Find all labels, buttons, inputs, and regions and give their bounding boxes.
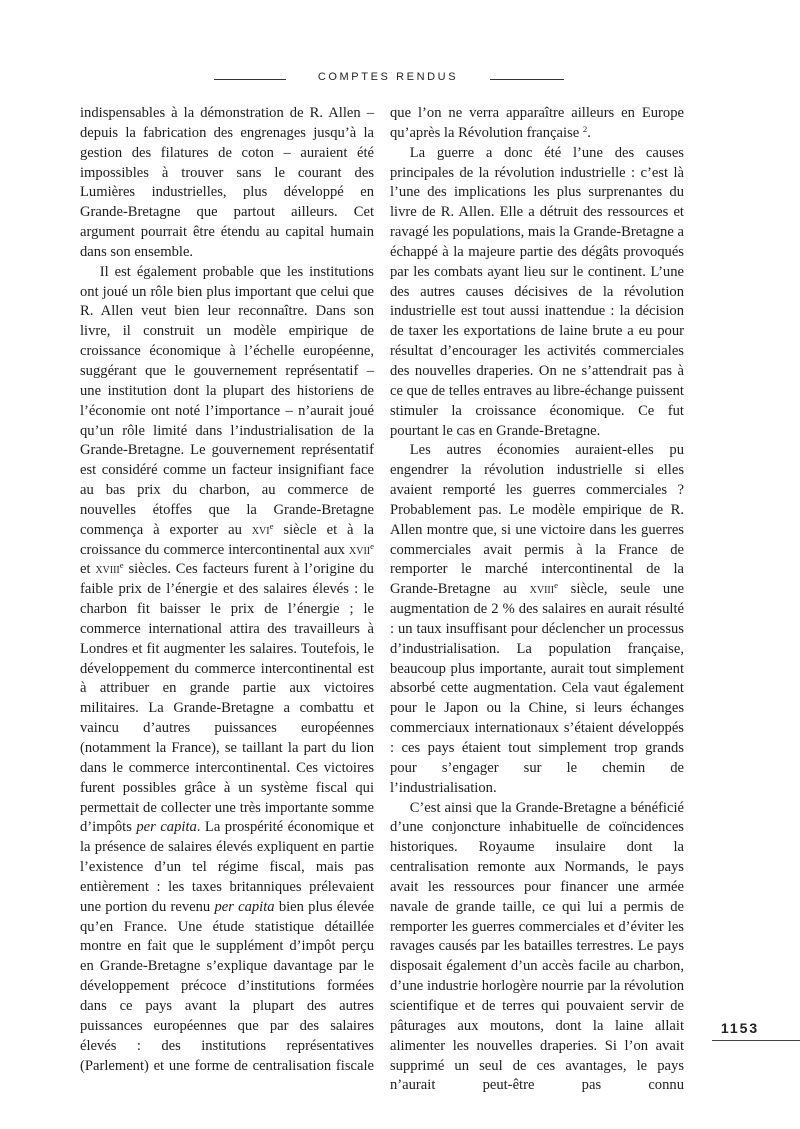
running-title: COMPTES RENDUS xyxy=(317,71,459,83)
text-run: Les autres économies auraient-elles pu engendrer la révolution industrielle si elles avaient remporté les guerres commerciales ? Probablement pas. Le modèle empirique de R. Allen montre que, si une victoire dans les guerres commerciales avait permis à la France de remporter le marché intercontinental de la Grande-Bretagne au xyxy=(390,442,684,598)
running-header xyxy=(0,70,800,90)
text-run: . xyxy=(587,124,591,141)
century-xvii: xvii xyxy=(349,541,371,558)
right-paragraph-4: C’est ainsi que la Grande-Bretagne a bénéficié d’une conjoncture inhabituelle de coïncidences historiques. Royaume insulaire dont la centralisation remonte aux Normands, le pays avait les ressources pour financer une armée navale de grande taille, ce qui lui a permis de remporter les guerres commerciales et d’éviter les ravages causés par les batailles terrestres. Le pays disposait également d’un accès facile au charbon, d’une industrie horlogère nourrie par la révolution scientifique et de terres qui pouvaient servir de pâturages aux moutons, dont la laine allait alimenter les nouvelles draperies. Si l’on avait supprimé un seul de ces avantages, le pays n’aurait peut-être pas connu xyxy=(390,799,684,1094)
header-rule-right xyxy=(490,79,564,80)
left-column xyxy=(80,104,374,1076)
superscript: e xyxy=(269,520,274,531)
left-paragraph-1: indispensables à la démonstration de R. Allen – depuis la fabrication des engrenages jusqu’à la gestion des filatures de coton – auraient été impossibles à trouver sans le courant des Lumières industrielles, plus développé en Grande-Bretagne que partout ailleurs. Cet argument pourrait être étendu au capital humain dans son ensemble. xyxy=(80,105,374,260)
century-xviii: xviii xyxy=(95,561,120,578)
text-run: et xyxy=(80,561,96,578)
text-run: siècle, seule une augmentation de 2 % des salaires en aurait résulté : un taux insuffisant pour déclencher un processus d’industrialisation. La population française, beaucoup plus importante, aurait tout simplement absorbé cette augmentation. Cela vaut également pour le Japon ou la Chine, si leurs échanges commerciaux internationaux s’étaient développés : ces pays étaient tout simplement trop grands pour s’engager sur le chemin de l’industrialisation. xyxy=(390,581,684,796)
italic-per-capita: per capita xyxy=(136,819,197,836)
text-run: bien plus élevée qu’en France. Une étude statistique détaillée montre en fait que le supplément d’impôt perçu en Grande-Bretagne s’explique davantage par le développement précoce d’institutions formées dans ce pays avant la plupart des autres puissances européennes que par des salaires élevés : des institutions représentatives (Parlement) et une forme de centralisation fiscale xyxy=(80,898,374,1074)
superscript: e xyxy=(119,560,124,571)
century-xviii: xviii xyxy=(529,581,555,598)
footnote-ref[interactable]: 2 xyxy=(582,124,588,135)
superscript: e xyxy=(554,580,558,591)
left-paragraph-2 xyxy=(80,263,374,1077)
page-number-rule xyxy=(712,1040,800,1041)
right-paragraph-2: La guerre a donc été l’une des causes principales de la révolution industrielle : c’est là l’une des implications les plus surprenantes du livre de R. Allen. Elle a détruit des ressources et ravagé les populations, mais la Grande-Bretagne a échappé à la majeure partie des dégâts provoqués par les combats ayant lieu sur le continent. L’une des autres causes décisives de la révolution industrielle est tout aussi inattendue : la décision de taxer les exportations de laine brute a eu pour résultat d’encourager les activités commerciales des nouvelles draperies. On ne s’attendrait pas à ce que de telles entraves au libre-échange puissent stimuler la croissance économique. Ce fut pourtant le cas en Grande-Bretagne. xyxy=(390,144,684,439)
text-run: siècles. Ces facteurs furent à l’origine du faible prix de l’énergie et des salaires élevés : le charbon fit baisser le prix de l’énergie ; le commerce international attira des travailleurs à Londres et fit augmenter les salaires. Toutefois, le développement du commerce intercontinental est à attribuer en grande partie aux victoires militaires. La Grande-Bretagne a combattu et vaincu d’autres puissances européennes (notamment la France), se taillant la part du lion dans le commerce intercontinental. Ces victoires furent possibles grâce à un système fiscal qui permettait de collecter une très importante somme d’impôts xyxy=(80,561,374,836)
right-column xyxy=(390,104,684,1096)
italic-per-capita: per capita xyxy=(214,898,275,915)
header-rule-left xyxy=(214,79,286,80)
superscript: e xyxy=(370,540,374,551)
right-paragraph-3 xyxy=(390,441,684,798)
text-run: . La prospérité économique et la présence de salaires élevés expliquent en partie l’existence d’un tel régime fiscal, mais pas entièrement : les taxes britanniques prélevaient une portion du revenu xyxy=(80,819,374,915)
text-run: siècle et à la croissance du commerce intercontinental aux xyxy=(80,521,375,558)
text-run: que l’on ne verra apparaître ailleurs en Europe qu’après la Révolution française xyxy=(390,105,684,141)
century-xvi: xvi xyxy=(251,521,270,538)
text-run: Il est également probable que les institutions ont joué un rôle bien plus important que celui que R. Allen veut bien leur reconnaître. Dans son livre, il construit un modèle empirique de croissance économique à l’échelle européenne, suggérant que le gouvernement représentatif – une institution dont la plupart des historiens de l’économie ont noté l’importance – n’aurait joué qu’un rôle limité dans l’industrialisation de la Grande-Bretagne. Le gouvernement représentatif est considéré comme un facteur insignifiant face au bas prix du charbon, au commerce de nouvelles étoffes que la Grande-Bretagne commença à exporter au xyxy=(80,263,374,538)
page-number: 1153 xyxy=(720,1020,760,1036)
right-paragraph-1 xyxy=(390,104,684,144)
